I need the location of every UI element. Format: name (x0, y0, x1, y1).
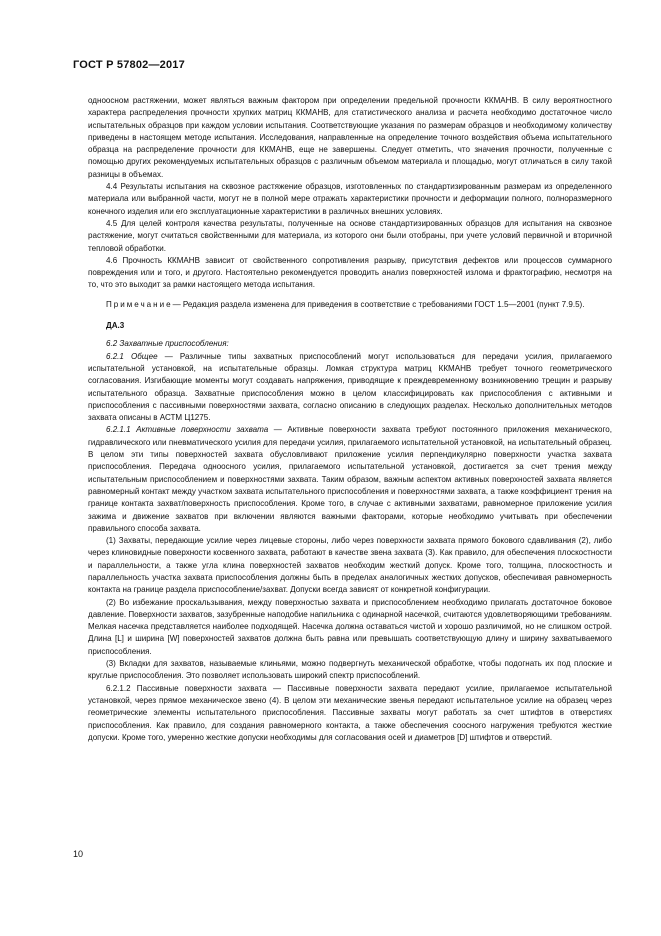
paragraph-6-2-1 (88, 351, 612, 425)
list-item-1: (1) Захваты, передающие усилие через лицевые стороны, либо через поверхности захвата прямого бокового сдавливания (2), либо через клиновидные поверхности косвенного захвата, работают в качестве звена захвата (3). Как правило, для обеспечения плоскостности и параллельности, а также угла клина поверхностей захватов необходим жесткий допуск. Кроме того, толщина, плоскостность и параллельность участка захвата приспособления должны быть в пределах аналогичных жестких допусков, обеспечивая равномерность контакта на границе раздела приспособление/захват. Допуски всегда зависят от конкретной конфигурации. (88, 536, 612, 595)
list-item-3: (3) Вкладки для захватов, называемые клиньями, можно подвергнуть механической обработке, чтобы подогнать их под плоские и круглые приспособления. Это позволяет использовать широкий спектр приспособлений. (88, 659, 612, 681)
list-item-2: (2) Во избежание проскальзывания, между поверхностью захвата и приспособлением необходимо прилагать достаточное боковое давление. Поверхности захватов, зазубренные наподобие напильника с одинарной насечкой, считаются удовлетворяющими требованиям. Мелкая насечка представляется наиболее подходящей. Насечка должна оставаться чистой и хорошо различимой, но не слишком острой. Длина [L] и ширина [W] поверхностей захватов должна быть равна или превышать соответствующую длину и ширину захватываемого приспособления. (88, 597, 612, 656)
subsection-6-2-title: 6.2 Захватные приспособления: (106, 339, 229, 349)
section-heading: ДА.3 (106, 321, 125, 331)
subsection-6-2-1-1-text: — Активные поверхности захвата требуют постоянного приложения механического, гидравлического или пневматического усилия для передачи усилия, прилагаемого испытательной установкой, на испытательный образец. В целом эти типы поверхностей захвата обусловливают приложение усилия перпендикулярно поверхности участка захвата приспособления. Передача одноосного усилия, прилагаемого испытательной установкой, достигается за счет трения между испытательным приспособлением и поверхностями захвата. Таким образом, важным аспектом активных поверхностей захвата является равномерный контакт между участком захвата испытательного приспособления и поверхностями захвата, а также коэффициент трения на границе контакта захват/поверхность приспособления. Кроме того, в случае с активными захватами, равномерное приложение усилия зажима и движение захватов при включении являются важными факторами, которые необходимо учитывать при обеспечении правильного способа захвата. (88, 425, 612, 533)
subsection-6-2-1-title: 6.2.1 Общее (106, 351, 158, 361)
document-body (88, 95, 612, 744)
paragraph: одноосном растяжении, может являться важным фактором при определении предельной прочности ККМАНВ. В силу вероятностного характера распределения прочности хрупких матриц ККМАНВ, для статистического анализа и расчета необходимо достаточное число испытательных образцов при каждом условии испытания. Соответствующие указания по размерам образцов и необходимому количеству приведены в настоящем методе испытания. Исследования, направленные на определение точного воздействия объема испытательного образца на распределение прочности для ККМАНВ, еще не завершены. Следует отметить, что значения прочности, полученные с помощью других рекомендуемых испытательных образцов с различным объемом материала и площадью, могут отличаться в силу такой разницы в объемах. (88, 96, 612, 179)
subsection-6-2-1-1-title: 6.2.1.1 Активные поверхности захвата (106, 425, 269, 435)
paragraph-4-4: 4.4 Результаты испытания на сквозное растяжение образцов, изготовленных по стандартизированным размерам из определенного материала или выбранной части, могут не в полной мере отражать характеристики прочности и деформации полного, полноразмерного конечного изделия или его эксплуатационные характеристики в различных внешних условиях. (88, 182, 612, 216)
paragraph-4-5: 4.5 Для целей контроля качества результаты, полученные на основе стандартизированных образцов для испытания на сквозное растяжение, могут считаться свойственными для материала, из которого они были отобраны, при учете условий первичной и вторичной тепловой обработки. (88, 218, 612, 253)
note-text: — Редакция раздела изменена для приведения в соответствие с требованиями ГОСТ 1.5—2001 (пункт 7.9.5). (172, 299, 585, 309)
page-header: ГОСТ Р 57802—2017 (73, 59, 185, 71)
note (88, 299, 612, 311)
note-label: Примечание (106, 299, 173, 309)
subsection-6-2-1-text: — Различные типы захватных приспособлений могут использоваться для передачи усилия, прилагаемого испытательной установкой, на испытательные образцы. Ломкая структура матриц ККМАНВ требует точного геометрического согласования. Изгибающие моменты могут создавать напряжения, приводящие к преждевременному возникновению трещин и разрыву испытательного образца. Захватные приспособления можно в целом классифицировать как приспособления с активными и приспособления с пассивными поверхностями захвата, согласно описанию в следующих разделах. Несколько дополнительных методов захвата описаны в АСТМ Ц1275. (88, 351, 612, 423)
paragraph-4-6: 4.6 Прочность ККМАНВ зависит от свойственного сопротивления разрыву, присутствия дефектов или процессов суммарного повреждения или и того, и другого. Настоятельно рекомендуется проводить анализ поверхностей излома и фрактографию, несмотря на то, что это выходит за рамки настоящего метода испытания. (88, 255, 612, 290)
paragraph-6-2-1-2: 6.2.1.2 Пассивные поверхности захвата — Пассивные поверхности захвата передают усилие, прилагаемое испытательной установкой, через прямое механическое звено (4). В целом эти механические звенья передают испытательное усилие на образец через геометрические элементы испытательного приспособления. Пассивные захваты могут работать за счет штифтов в отверстиях приспособления. Как правило, для создания равномерного контакта, а также обеспечения соосного нагружения требуются жесткие допуски. Кроме того, умеренно жесткие допуски необходимы для согласования осей и диаметров [D] штифтов и отверстий. (88, 683, 612, 742)
page-number: 10 (73, 849, 84, 859)
paragraph-6-2-1-1 (88, 424, 612, 535)
